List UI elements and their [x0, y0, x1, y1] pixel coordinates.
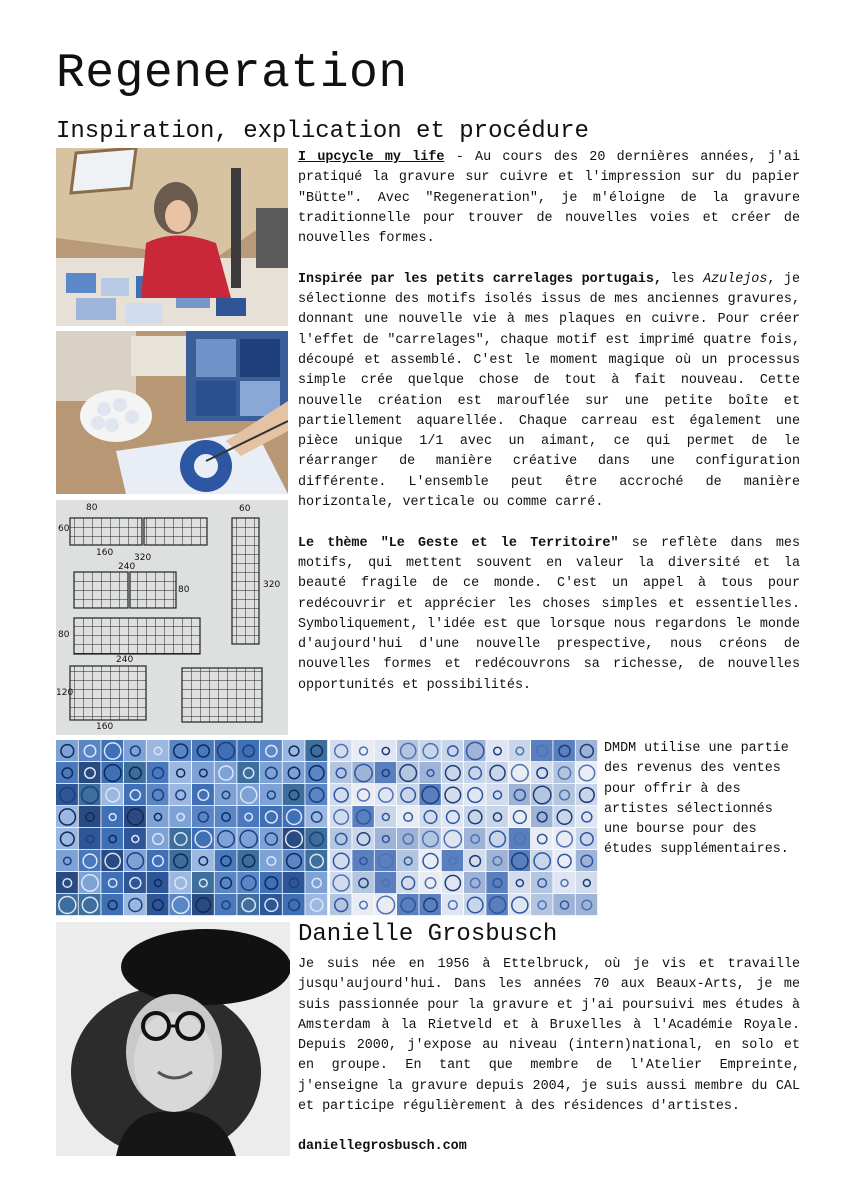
configuration-sketch: [56, 500, 288, 735]
artist-bio: [298, 955, 800, 1117]
theme-text: se reflète dans mes motifs, qui mettent souvent en valeur la diversité et la beauté fragile de ce monde. C'est un appel à tous pour redécouvrir et apprécier les choses simples et essentielles. Symboliquement, l'idée est que lorsque nous regardons le monde d'aujourd'hui d'une nouvelle prespective, nous créons de nouvelles formes et redécouvrons sa richesse, de nouvelles opportunités et possibilités.: [298, 535, 800, 693]
sketch-label: 60: [239, 504, 251, 514]
dmdm-note-text: DMDM utilise une partie des revenus des ventes pour offrir à des artistes sélectionnés une bourse pour des études supplémentaires.: [604, 741, 789, 858]
sketch-label: 80: [86, 503, 98, 513]
sketch-label: 60: [58, 524, 70, 534]
intro-text: - Au cours des 20 dernières années, j'ai pratiqué la gravure sur cuivre et l'impression sur du papier "Bütte". Avec "Regeneration", je m'éloigne de la gravure traditionnelle pour trouver de nouvelles voies et créer de nouvelles formes.: [298, 150, 800, 247]
artist-portrait: [56, 922, 290, 1156]
paragraph-azulejos: [298, 270, 800, 514]
artist-name: Danielle Grosbusch: [298, 921, 558, 948]
tiles-artwork-light: [330, 740, 598, 916]
paragraph-intro: [298, 148, 800, 249]
sketch-label: 240: [116, 655, 134, 665]
sketch-label: 240: [118, 562, 136, 572]
dmdm-note: [604, 739, 804, 861]
painting-photo: [56, 331, 288, 494]
sketch-label: 80: [178, 585, 190, 595]
azulejos-lead: Inspirée par les petits carrelages portugais,: [298, 271, 662, 287]
azulejos-text-a: les: [661, 271, 704, 287]
azulejos-text-b: , je sélectionne des motifs isolés issus de mes anciennes gravures, donnant une nouvelle vie à mes plaques en cuivre. Pour créer l'effet de "carrelages", chaque motif est imprimé quatre fois, découpé et assemblé. C'est le moment magique où un processus simple crée quelque chose de tout à fait nouveau. Cette nouvelle création est marouflée sur une petite boîte et partiellement aquarellée. Chaque carreau est également une pièce unique 1/1 avec un aimant, ce qui permet de le réarranger de manière créative dans une configuration différente. L'ensemble peut être accroché de manière horizontale, verticale ou comme carré.: [298, 271, 800, 511]
intro-lead: I upcycle my life: [298, 150, 445, 165]
sketch-label: 320: [134, 553, 152, 563]
sketch-label: 120: [56, 688, 74, 698]
studio-photo: [56, 148, 288, 326]
artist-bio-text: Je suis née en 1956 à Ettelbruck, où je vis et travaille jusqu'aujourd'hui. Dans les années 70 aux Beaux-Arts, je me suis passionnée pour la gravure et j'ai poursuivi mes études à Amsterdam à la Rietveld et à Bruxelles à l'Académie Royale. Depuis 2000, j'expose au niveau (intern)national, en solo et en groupe. En tant que membre de l'Atelier Empreinte, j'enseigne la gravure depuis 2004, je suis aussi membre du CAL et participe régulièrement à des résidences d'artistes.: [298, 957, 800, 1115]
theme-lead: Le thème "Le Geste et le Territoire": [298, 535, 619, 551]
page-subtitle: Inspiration, explication et procédure: [56, 118, 589, 145]
sketch-label: 320: [263, 580, 281, 590]
paragraph-theme: [298, 534, 800, 696]
sketch-label: 80: [58, 630, 70, 640]
sketch-label: 160: [96, 722, 114, 732]
artist-website[interactable]: daniellegrosbusch.com: [298, 1139, 467, 1154]
tiles-artwork-dark: [56, 740, 328, 916]
body-text: [298, 148, 800, 696]
page-title: Regeneration: [56, 47, 408, 101]
azulejos-italic: Azulejos: [703, 271, 768, 287]
sketch-label: 160: [96, 548, 114, 558]
